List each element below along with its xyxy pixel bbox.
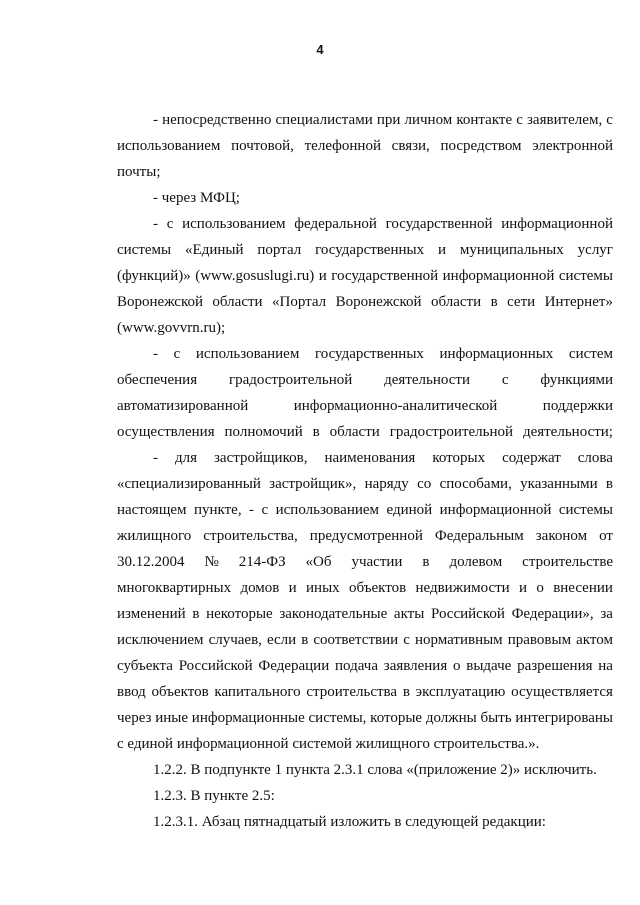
word: и	[318, 268, 327, 284]
text-line-content	[117, 292, 613, 312]
word: при	[376, 112, 401, 128]
word: телефонной	[304, 138, 381, 154]
word: -	[153, 216, 158, 232]
word: о	[453, 658, 461, 674]
word: изменений	[117, 606, 186, 622]
word: наименования	[324, 450, 416, 466]
word: информационные	[191, 710, 305, 726]
word: за	[600, 606, 613, 622]
text-line	[117, 370, 613, 390]
word: информационно-аналитической	[293, 398, 498, 414]
word: заявления	[383, 658, 448, 674]
word: полномочий	[224, 424, 303, 440]
word: портал	[257, 242, 302, 258]
word: с	[403, 632, 410, 648]
text-line-content: 1.2.2. В подпункте 1 пункта 2.3.1 слова «(приложение 2)» исключить.	[153, 762, 597, 778]
word: (функций)»	[117, 268, 191, 284]
text-line	[117, 500, 613, 520]
text-line-content	[117, 526, 613, 546]
word: Российской	[430, 606, 505, 622]
word: Федерации»,	[511, 606, 594, 622]
text-line	[117, 474, 613, 494]
text-line-content	[117, 708, 613, 728]
text-line	[117, 396, 613, 416]
word: строительства,	[203, 528, 298, 544]
word: со	[417, 476, 432, 492]
word: исключением	[117, 632, 204, 648]
word: связи,	[391, 138, 430, 154]
word: некоторые	[206, 606, 273, 622]
word: быть	[480, 710, 512, 726]
text-line-content	[117, 552, 613, 572]
word: использованием	[117, 138, 221, 154]
word: на	[598, 658, 613, 674]
word: осуществляется	[511, 684, 613, 700]
text-line-content	[117, 578, 613, 598]
text-line-content: с единой информационной системой жилищного строительства.».	[117, 736, 540, 752]
text-line	[153, 344, 613, 364]
word: объектов	[348, 580, 407, 596]
word: участии	[351, 554, 403, 570]
word: нормативным	[414, 632, 503, 648]
word: Воронежской	[335, 294, 422, 310]
word: которых	[432, 450, 486, 466]
word: иные	[155, 710, 189, 726]
word: содержат	[502, 450, 561, 466]
text-line	[117, 552, 613, 572]
word: для	[174, 450, 198, 466]
text-line	[117, 682, 613, 702]
word: использованием	[182, 216, 286, 232]
word: использованием	[195, 346, 300, 362]
word: почтовой,	[231, 138, 294, 154]
text-line-content	[117, 474, 613, 494]
text-line-content: - через МФЦ;	[153, 190, 240, 206]
word: многоквартирных	[117, 580, 232, 596]
text-line	[153, 448, 613, 468]
word: и	[288, 580, 297, 596]
text-line	[117, 656, 613, 676]
word: выдаче	[466, 658, 512, 674]
word: с	[166, 216, 174, 232]
word: в	[192, 606, 200, 622]
word: обеспечения	[117, 372, 198, 388]
word: информационных	[439, 346, 554, 362]
text-line	[117, 240, 613, 260]
word: государственных	[315, 242, 425, 258]
word: муниципальных	[459, 242, 564, 258]
word: в	[605, 476, 613, 492]
word: актом	[576, 632, 613, 648]
word: №	[204, 554, 219, 570]
text-line	[117, 136, 613, 156]
word: поддержки	[542, 398, 613, 414]
text-line	[153, 786, 275, 806]
word: эксплуатацию	[415, 684, 506, 700]
word: пункте,	[193, 502, 242, 518]
word: области	[431, 294, 482, 310]
word: единой	[386, 502, 433, 518]
word: акты	[393, 606, 425, 622]
word: в	[490, 294, 498, 310]
word: -	[153, 450, 158, 466]
word: государственных	[314, 346, 424, 362]
word: в	[402, 684, 410, 700]
word: наряду	[364, 476, 409, 492]
word: правовым	[507, 632, 572, 648]
word: настоящем	[117, 502, 187, 518]
word: использованием	[275, 502, 380, 518]
word: деятельности;	[522, 424, 613, 440]
word: «Об	[305, 554, 332, 570]
word: законом	[535, 528, 588, 544]
text-line-content	[117, 240, 613, 260]
word: информационной	[442, 268, 555, 284]
word: непосредственно	[162, 112, 272, 128]
word: должны	[425, 710, 477, 726]
text-line-content: 1.2.3.1. Абзац пятнадцатый изложить в следующей редакции:	[153, 814, 546, 830]
word: функциями	[540, 372, 613, 388]
text-line-content	[117, 370, 613, 390]
text-line-content	[117, 136, 613, 156]
text-line	[153, 214, 613, 234]
word: государственной	[331, 268, 439, 284]
text-line-content	[153, 344, 613, 364]
word: автоматизированной	[117, 398, 249, 414]
word: указанными	[520, 476, 598, 492]
word: области	[329, 424, 380, 440]
word: долевом	[449, 554, 503, 570]
text-line	[153, 812, 546, 832]
word: посредством	[440, 138, 522, 154]
word: «Единый	[185, 242, 244, 258]
text-line-content	[117, 656, 613, 676]
word: о	[536, 580, 544, 596]
word: заявителем,	[527, 112, 603, 128]
text-line	[117, 734, 539, 754]
word: специалистами	[275, 112, 373, 128]
word: в	[422, 554, 430, 570]
word: способами,	[439, 476, 512, 492]
word: которые	[370, 710, 423, 726]
text-line-content	[153, 110, 613, 130]
word: -	[153, 112, 158, 128]
word: иных	[306, 580, 340, 596]
word: застройщиков,	[214, 450, 308, 466]
word: градостроительной	[389, 424, 514, 440]
text-line-content: (www.govvrn.ru);	[117, 320, 226, 336]
word: в	[312, 424, 320, 440]
word: объектов	[151, 684, 209, 700]
word: Интернет»	[544, 294, 613, 310]
word: системы,	[308, 710, 367, 726]
word: с	[261, 502, 269, 518]
word: разрешения	[517, 658, 593, 674]
word: слова	[577, 450, 613, 466]
word: электронной	[532, 138, 613, 154]
word: с	[501, 372, 509, 388]
word: Российской	[178, 658, 253, 674]
word: строительства	[306, 684, 398, 700]
text-line-content: 1.2.3. В пункте 2.5:	[153, 788, 275, 804]
word: системы	[558, 502, 613, 518]
text-line	[117, 162, 160, 182]
word: законодательные	[279, 606, 388, 622]
word: если	[266, 632, 297, 648]
word: с	[173, 346, 181, 362]
text-line-content	[117, 630, 613, 650]
word: строительстве	[522, 554, 613, 570]
word: домов	[240, 580, 280, 596]
word: и	[437, 242, 447, 258]
page-number: 4	[316, 42, 324, 57]
word: интегрированы	[515, 710, 613, 726]
word: сети	[507, 294, 536, 310]
text-line-content	[153, 448, 613, 468]
text-line-content	[117, 266, 613, 286]
text-line	[117, 630, 613, 650]
word: 30.12.2004	[117, 554, 185, 570]
word: -	[153, 346, 158, 362]
text-line	[117, 526, 613, 546]
text-line-content	[117, 682, 613, 702]
word: осуществления	[117, 424, 215, 440]
text-line	[117, 422, 613, 442]
word: (www.gosuslugi.ru)	[195, 268, 315, 284]
word: Федеральным	[434, 528, 524, 544]
text-line	[117, 604, 613, 624]
word: федеральной	[294, 216, 377, 232]
word: внесении	[553, 580, 613, 596]
word: от	[599, 528, 613, 544]
word: подача	[335, 658, 378, 674]
word: предусмотренной	[309, 528, 423, 544]
word: системы	[117, 242, 172, 258]
text-line-content	[117, 500, 613, 520]
text-line-content: почты;	[117, 164, 161, 180]
text-line-content	[117, 396, 613, 416]
word: через	[117, 710, 152, 726]
word: Воронежской	[117, 294, 203, 310]
word: и	[519, 580, 528, 596]
word: субъекта	[117, 658, 173, 674]
word: деятельности	[384, 372, 470, 388]
word: контакте	[456, 112, 513, 128]
text-line	[153, 110, 613, 130]
word: с	[606, 112, 613, 128]
word: ввод	[117, 684, 146, 700]
word: соответствии	[313, 632, 399, 648]
word: -	[249, 502, 255, 518]
word: «Портал	[272, 294, 327, 310]
text-line	[153, 188, 240, 208]
text-line-content	[117, 422, 613, 442]
word: систем	[568, 346, 613, 362]
text-line	[117, 318, 225, 338]
word: Федерации	[258, 658, 330, 674]
text-line-content	[117, 604, 613, 624]
text-line	[117, 266, 613, 286]
word: информационной	[501, 216, 613, 232]
word: личном	[404, 112, 453, 128]
word: услуг	[577, 242, 613, 258]
text-line-content	[153, 214, 613, 234]
text-line	[117, 292, 613, 312]
word: с	[516, 112, 523, 128]
text-line	[117, 708, 613, 728]
word: застройщик»,	[269, 476, 357, 492]
word: случаев,	[208, 632, 262, 648]
word: «специализированный	[117, 476, 261, 492]
text-line	[153, 760, 597, 780]
word: жилищного	[117, 528, 192, 544]
word: в	[301, 632, 309, 648]
word: недвижимости	[415, 580, 510, 596]
word: государственной	[385, 216, 493, 232]
word: области	[212, 294, 263, 310]
word: градостроительной	[228, 372, 353, 388]
word: 214-ФЗ	[238, 554, 286, 570]
word: информационной	[439, 502, 552, 518]
word: системы	[558, 268, 613, 284]
text-line	[117, 578, 613, 598]
word: капитального	[214, 684, 301, 700]
